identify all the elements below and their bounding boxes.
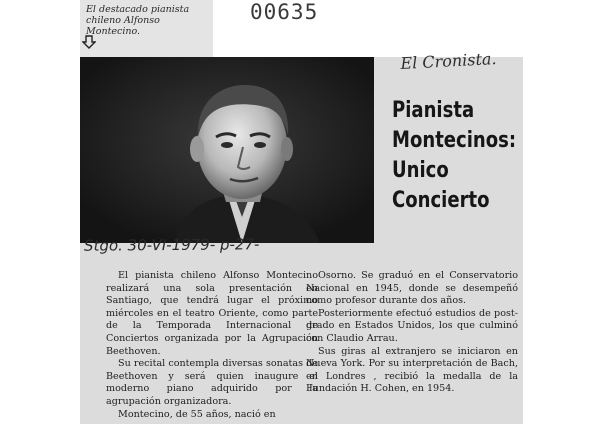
handwritten-source-note: El Cronista. bbox=[400, 48, 497, 73]
pianist-photo bbox=[80, 57, 374, 243]
arrow-down-icon bbox=[82, 34, 96, 48]
article-paragraph: Sus giras al extranjero se iniciaron en Nueva York. Por su interpretación de Bach, en Londres , recibió la medalla de la Fundación H. Cohen, en 1954. bbox=[306, 345, 518, 395]
article-paragraph: Posteriormente efectuó estudios de post-grado en Estados Unidos, los que culminó con Claudio Arrau. bbox=[306, 307, 518, 344]
article-paragraph: Montecino, de 55 años, nació en bbox=[118, 408, 276, 420]
headline-line: Unico bbox=[392, 158, 449, 183]
article-column-left bbox=[106, 270, 318, 421]
archive-number: 00635 bbox=[250, 0, 319, 24]
photo-caption: El destacado pianista chileno Alfonso Montecino. bbox=[86, 4, 190, 37]
article-paragraph: El pianista chileno Alfonso Montecino realizará una sola presentación en Santiago, que tendrá lugar el próximo miércoles en el teatro Oriente, como parte de la Temporada Internacional de Conciertos organizada por la Agrupación Beethoven. bbox=[106, 270, 318, 357]
article-column-right bbox=[306, 270, 518, 396]
headline-line: Concierto bbox=[392, 188, 490, 213]
headline-line: Montecinos: bbox=[392, 128, 517, 153]
headline-line: Pianista bbox=[392, 98, 475, 123]
article-paragraph: Osorno. Se graduó en el Conservatorio Nacional en 1945, donde se desempeñó como profesor durante dos años. bbox=[306, 270, 518, 307]
headline bbox=[392, 96, 517, 216]
article-paragraph: Su recital contempla diversas sonatas de Beethoven y será quien inaugure el moderno piano adquirido por la agrupación organizadora. bbox=[106, 358, 318, 407]
handwritten-date-note: Stgo. 30-VI-1979- p-27- bbox=[83, 235, 260, 255]
